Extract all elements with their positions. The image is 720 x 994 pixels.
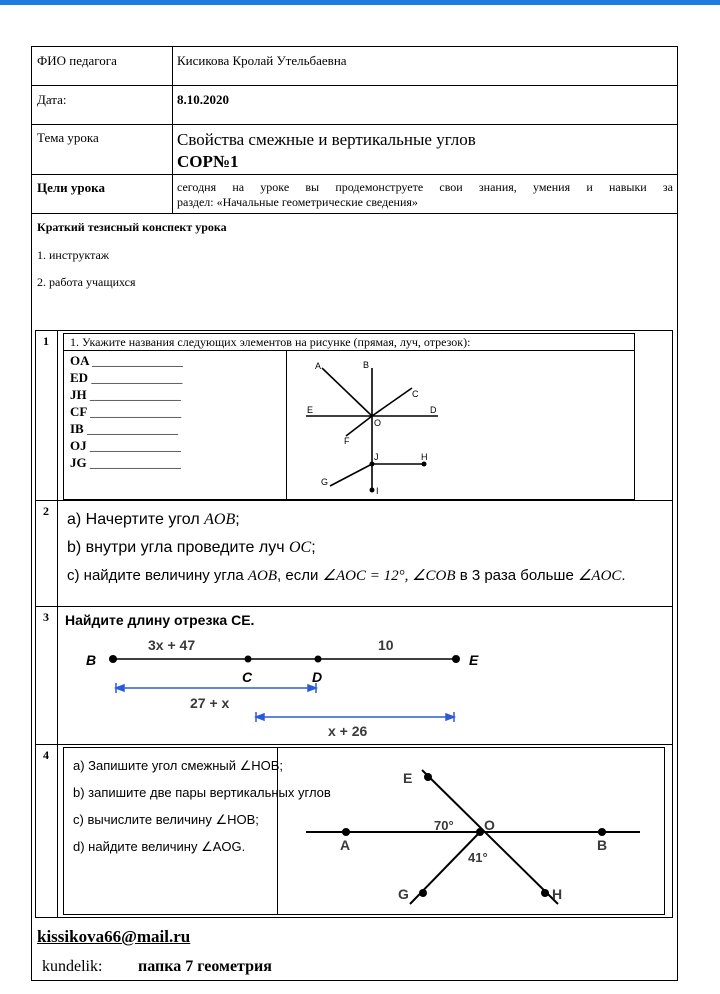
label-x-26: x + 26 [328,723,368,739]
goals-line-2: раздел: «Начальные геометрические сведения» [177,195,418,209]
label-e: E [403,770,413,786]
ray-oa [322,368,372,416]
label-g: G [398,886,409,902]
ray-oc [372,388,412,416]
label-e: E [307,405,314,415]
teacher-label: ФИО педагога [37,53,117,68]
task-2-part-b: b) внутри угла проведите луч OC; [67,539,316,556]
point-b [598,828,606,836]
date-label: Дата: [37,92,67,107]
ray-jg [330,464,372,486]
label-o: O [484,817,495,833]
line-eh [422,770,558,904]
label-f: F [344,436,350,446]
label-c: C [412,389,419,399]
task-1-item: CF ______________ [70,404,182,419]
task-1-item: OJ ______________ [70,438,181,453]
point-b [109,655,117,663]
summary-title: Краткий тезисный конспект урока [37,220,227,234]
label-c: C [242,669,253,685]
task-4-part-c: c) вычислите величину ∠HOB; [73,812,259,827]
task-1-item: IB ______________ [70,421,178,436]
label-b: B [363,360,370,370]
label-b: B [597,837,608,853]
label-3x-47: 3x + 47 [148,637,196,653]
task-4-part-a: a) Запишите угол смежный ∠HOB; [73,758,284,773]
task-2-part-c: c) найдите величину угла AOB, если ∠AOC = 12°, ∠COB в 3 раза больше ∠AOC. [67,567,626,584]
task-4-number: 4 [43,748,49,762]
label-o: O [374,418,382,428]
point-i [370,488,375,493]
label-a: A [315,361,322,371]
label-b: B [86,652,97,668]
goals-label: Цели урока [37,180,105,195]
task-1-instruction: 1. Укажите названия следующих элементов на рисунке (прямая, луч, отрезок): [70,335,471,349]
point-e [452,655,460,663]
point-d [315,656,322,663]
point-h [541,889,549,897]
task-2-text [67,506,626,590]
task-1-item: OA ______________ [70,353,184,368]
task-4-part-d: d) найдите величину ∠AOG. [73,839,246,854]
angle-41: 41° [468,850,488,865]
label-d: D [312,669,323,685]
topic-code: СОР№1 [177,152,239,171]
task-3-title: Найдите длину отрезка CE. [65,612,255,628]
teacher-name: Кисикова Кролай Утельбаевна [177,53,347,68]
kundelik-label: kundelik: [42,958,103,975]
point-g [419,889,427,897]
task-4-part-b: b) запишите две пары вертикальных углов [73,785,331,800]
summary-item-2: 2. работа учащихся [37,275,136,289]
point-e [424,773,432,781]
task-2-number: 2 [43,504,49,518]
point-h [422,462,427,467]
top-accent-bar [0,0,720,5]
contact-email[interactable]: kissikova66@mail.ru [37,927,191,946]
label-27-x: 27 + x [190,695,230,711]
label-10: 10 [378,637,394,653]
label-h: H [421,452,428,462]
label-e: E [469,652,479,668]
label-g: G [321,477,329,487]
angle-70: 70° [434,818,454,833]
goals-text [177,180,673,210]
task-1-items [70,352,183,471]
summary-item-1: 1. инструктаж [37,248,110,262]
point-a [342,828,350,836]
point-j [370,462,375,467]
label-d: D [430,405,437,415]
goals-line-1: сегодня на уроке вы продемонструете свои знания, умения и навыки за [177,180,673,194]
task-4-text [73,752,331,860]
point-o [476,828,484,836]
task-3-number: 3 [43,610,49,624]
kundelik-folder: папка 7 геометрия [138,958,272,975]
topic-label: Тема урока [37,130,99,145]
task-1-number: 1 [43,334,49,348]
label-a: A [340,837,351,853]
task-3-figure [80,630,500,745]
task-4-figure [300,752,660,912]
label-i: I [376,486,379,496]
label-h: H [552,886,563,902]
task-1-item: ED ______________ [70,370,183,385]
ray-of [346,416,372,436]
task-2-part-a: a) Начертите угол AOB; [67,511,240,528]
topic-title: Свойства смежные и вертикальные углов [177,130,476,149]
date-value: 8.10.2020 [177,92,229,107]
task-1-figure [300,352,450,497]
task-1-item: JH ______________ [70,387,181,402]
label-j: J [374,452,379,462]
point-c [245,656,252,663]
task-1-item: JG ______________ [70,455,181,470]
